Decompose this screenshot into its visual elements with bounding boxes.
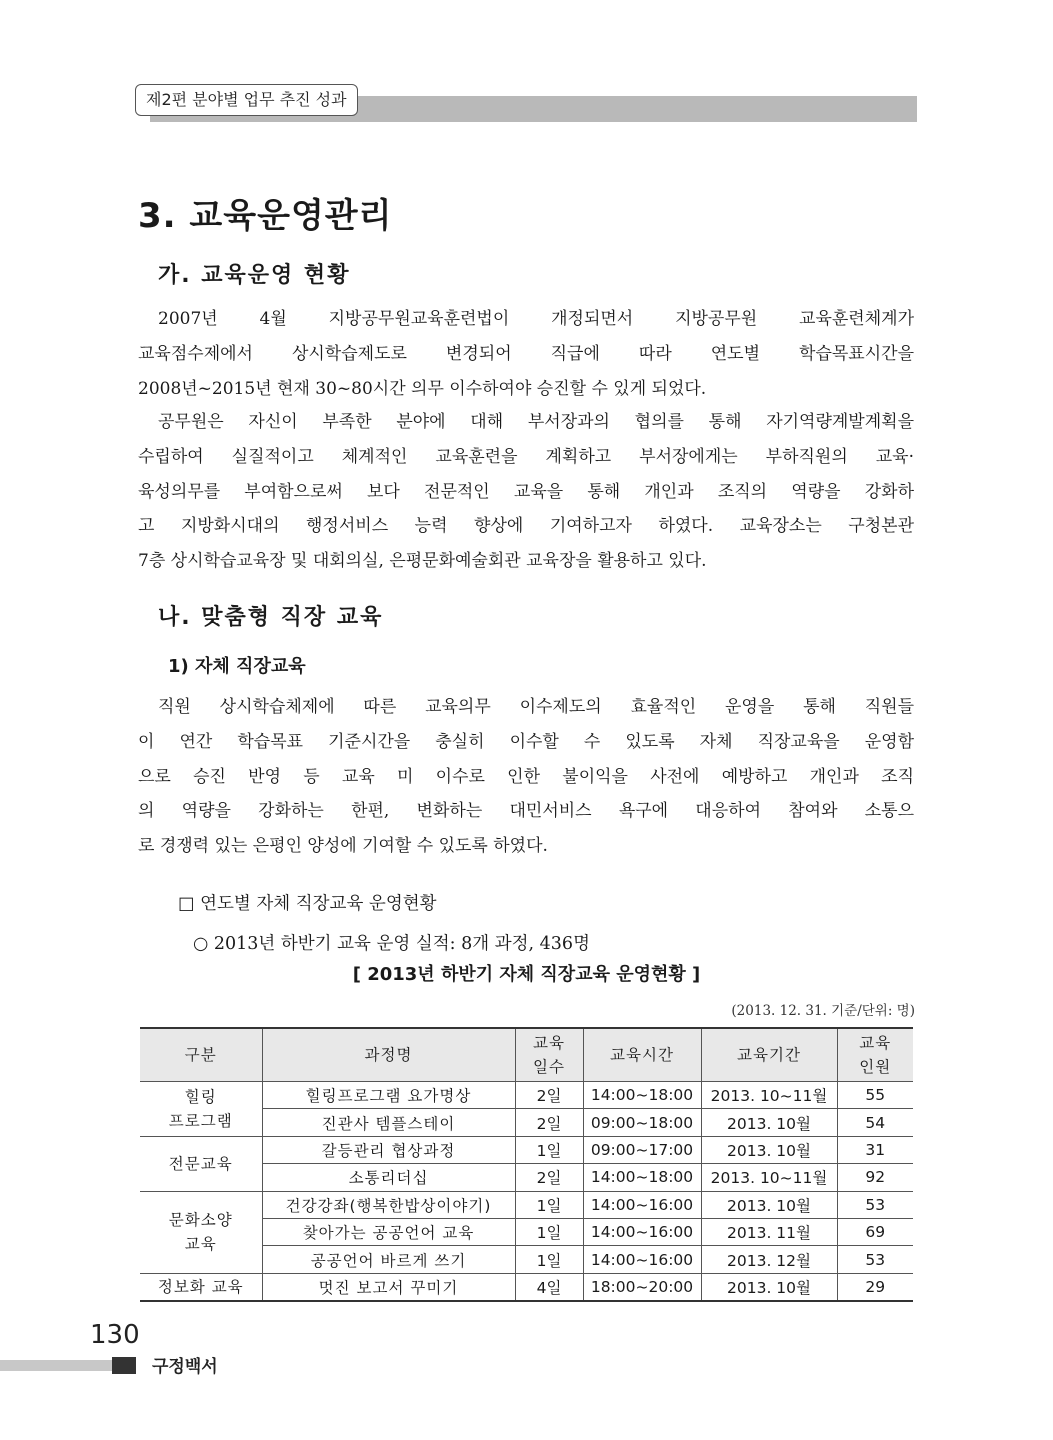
text-line: 고 지방화시대의 행정서비스 능력 향상에 기여하고자 하였다. 교육장소는 구청본관 bbox=[138, 516, 914, 537]
text-line: 수립하여 실질적이고 체계적인 교육훈련을 계획하고 부서장에게는 부하직원의 교육· bbox=[138, 446, 914, 467]
subsection-b-title: 나. 맞춤형 직장 교육 bbox=[158, 605, 384, 630]
chapter-tab: 제2편 분야별 업무 추진 성과 bbox=[135, 84, 358, 116]
days-cell: 1일 bbox=[515, 1191, 583, 1218]
time-cell: 14:00~18:00 bbox=[583, 1164, 701, 1191]
table-body bbox=[140, 1082, 913, 1302]
header-course: 과정명 bbox=[262, 1028, 515, 1082]
table-row bbox=[140, 1082, 913, 1109]
period-cell: 2013. 10월 bbox=[701, 1191, 837, 1218]
days-cell: 2일 bbox=[515, 1164, 583, 1191]
course-cell: 힐링프로그램 요가명상 bbox=[262, 1082, 515, 1109]
text-line: 이 연간 학습목표 기준시간을 충실히 이수할 수 있도록 자체 직장교육을 운영함 bbox=[138, 731, 914, 752]
period-cell: 2013. 10월 bbox=[701, 1136, 837, 1163]
text-line: 육성의무를 부여함으로써 보다 전문적인 교육을 통해 개인과 조직의 역량을 강화하 bbox=[138, 481, 914, 502]
people-cell: 69 bbox=[837, 1218, 913, 1245]
time-cell: 09:00~18:00 bbox=[583, 1109, 701, 1136]
header-category: 구분 bbox=[140, 1028, 262, 1082]
days-cell: 1일 bbox=[515, 1218, 583, 1245]
education-table bbox=[140, 1027, 913, 1302]
text-line: 공무원은 자신이 부족한 분야에 대해 부서장과의 협의를 통해 자기역량계발계획을 bbox=[158, 412, 914, 432]
period-cell: 2013. 10월 bbox=[701, 1273, 837, 1301]
book-name: 구정백서 bbox=[152, 1357, 218, 1377]
days-cell: 2일 bbox=[515, 1109, 583, 1136]
table-row bbox=[140, 1136, 913, 1163]
period-cell: 2013. 12월 bbox=[701, 1246, 837, 1273]
days-cell: 1일 bbox=[515, 1136, 583, 1163]
header-people: 교육 인원 bbox=[837, 1028, 913, 1082]
period-cell: 2013. 11월 bbox=[701, 1218, 837, 1245]
people-cell: 29 bbox=[837, 1273, 913, 1301]
table-title: [ 2013년 하반기 자체 직장교육 운영현황 ] bbox=[352, 964, 701, 985]
table-row bbox=[140, 1273, 913, 1301]
header-time: 교육시간 bbox=[583, 1028, 701, 1082]
text-line: 7층 상시학습교육장 및 대회의실, 은평문화예술회관 교육장을 활용하고 있다. bbox=[138, 551, 707, 572]
course-cell: 공공언어 바르게 쓰기 bbox=[262, 1246, 515, 1273]
text-line: 로 경쟁력 있는 은평인 양성에 기여할 수 있도록 하였다. bbox=[138, 836, 548, 857]
course-cell: 멋진 보고서 꾸미기 bbox=[262, 1273, 515, 1301]
time-cell: 14:00~16:00 bbox=[583, 1191, 701, 1218]
table-header-row bbox=[140, 1028, 913, 1082]
text-line: 직원 상시학습체제에 따른 교육의무 이수제도의 효율적인 운영을 통해 직원들 bbox=[158, 697, 914, 717]
category-cell: 문화소양 교육 bbox=[140, 1191, 262, 1273]
course-cell: 건강강좌(행복한밥상이야기) bbox=[262, 1191, 515, 1218]
item-1-title: 1) 자체 직장교육 bbox=[168, 656, 306, 677]
category-cell: 힐링 프로그램 bbox=[140, 1082, 262, 1137]
box-bullet: □ 연도별 자체 직장교육 운영현황 bbox=[178, 894, 437, 914]
table-row bbox=[140, 1191, 913, 1218]
time-cell: 14:00~16:00 bbox=[583, 1246, 701, 1273]
circle-bullet: ○ 2013년 하반기 교육 운영 실적: 8개 과정, 436명 bbox=[193, 934, 590, 954]
paragraph-a2 bbox=[138, 405, 914, 579]
header-days: 교육 일수 bbox=[515, 1028, 583, 1082]
text-line: 2007년 4월 지방공무원교육훈련법이 개정되면서 지방공무원 교육훈련체계가 bbox=[158, 309, 914, 329]
people-cell: 53 bbox=[837, 1246, 913, 1273]
page-number: 130 bbox=[90, 1320, 140, 1350]
course-cell: 진관사 템플스테이 bbox=[262, 1109, 515, 1136]
days-cell: 2일 bbox=[515, 1082, 583, 1109]
text-line: 교육점수제에서 상시학습제도로 변경되어 직급에 따라 연도별 학습목표시간을 bbox=[138, 343, 914, 364]
time-cell: 14:00~16:00 bbox=[583, 1218, 701, 1245]
people-cell: 31 bbox=[837, 1136, 913, 1163]
time-cell: 18:00~20:00 bbox=[583, 1273, 701, 1301]
text-line: 으로 승진 반영 등 교육 미 이수로 인한 불이익을 사전에 예방하고 개인과 조직 bbox=[138, 766, 914, 787]
course-cell: 찾아가는 공공언어 교육 bbox=[262, 1218, 515, 1245]
course-cell: 소통리더십 bbox=[262, 1164, 515, 1191]
people-cell: 54 bbox=[837, 1109, 913, 1136]
paragraph-a1 bbox=[138, 302, 914, 406]
days-cell: 1일 bbox=[515, 1246, 583, 1273]
paragraph-b bbox=[138, 690, 914, 864]
course-cell: 갈등관리 협상과정 bbox=[262, 1136, 515, 1163]
category-cell: 전문교육 bbox=[140, 1136, 262, 1191]
period-cell: 2013. 10~11월 bbox=[701, 1164, 837, 1191]
subsection-a-title: 가. 교육운영 현황 bbox=[158, 263, 351, 288]
time-cell: 09:00~17:00 bbox=[583, 1136, 701, 1163]
people-cell: 92 bbox=[837, 1164, 913, 1191]
period-cell: 2013. 10~11월 bbox=[701, 1082, 837, 1109]
text-line: 의 역량을 강화하는 한편, 변화하는 대민서비스 욕구에 대응하여 참여와 소통으 bbox=[138, 801, 914, 822]
period-cell: 2013. 10월 bbox=[701, 1109, 837, 1136]
section-title: 3. 교육운영관리 bbox=[138, 196, 393, 236]
text-line: 2008년~2015년 현재 30~80시간 의무 이수하여야 승진할 수 있게 되었다. bbox=[138, 378, 707, 399]
people-cell: 53 bbox=[837, 1191, 913, 1218]
footer-bar bbox=[0, 1360, 112, 1371]
days-cell: 4일 bbox=[515, 1273, 583, 1301]
category-cell: 정보화 교육 bbox=[140, 1273, 262, 1301]
header-period: 교육기간 bbox=[701, 1028, 837, 1082]
time-cell: 14:00~18:00 bbox=[583, 1082, 701, 1109]
footer-square bbox=[112, 1357, 136, 1374]
table-note: (2013. 12. 31. 기준/단위: 명) bbox=[731, 1003, 915, 1019]
people-cell: 55 bbox=[837, 1082, 913, 1109]
